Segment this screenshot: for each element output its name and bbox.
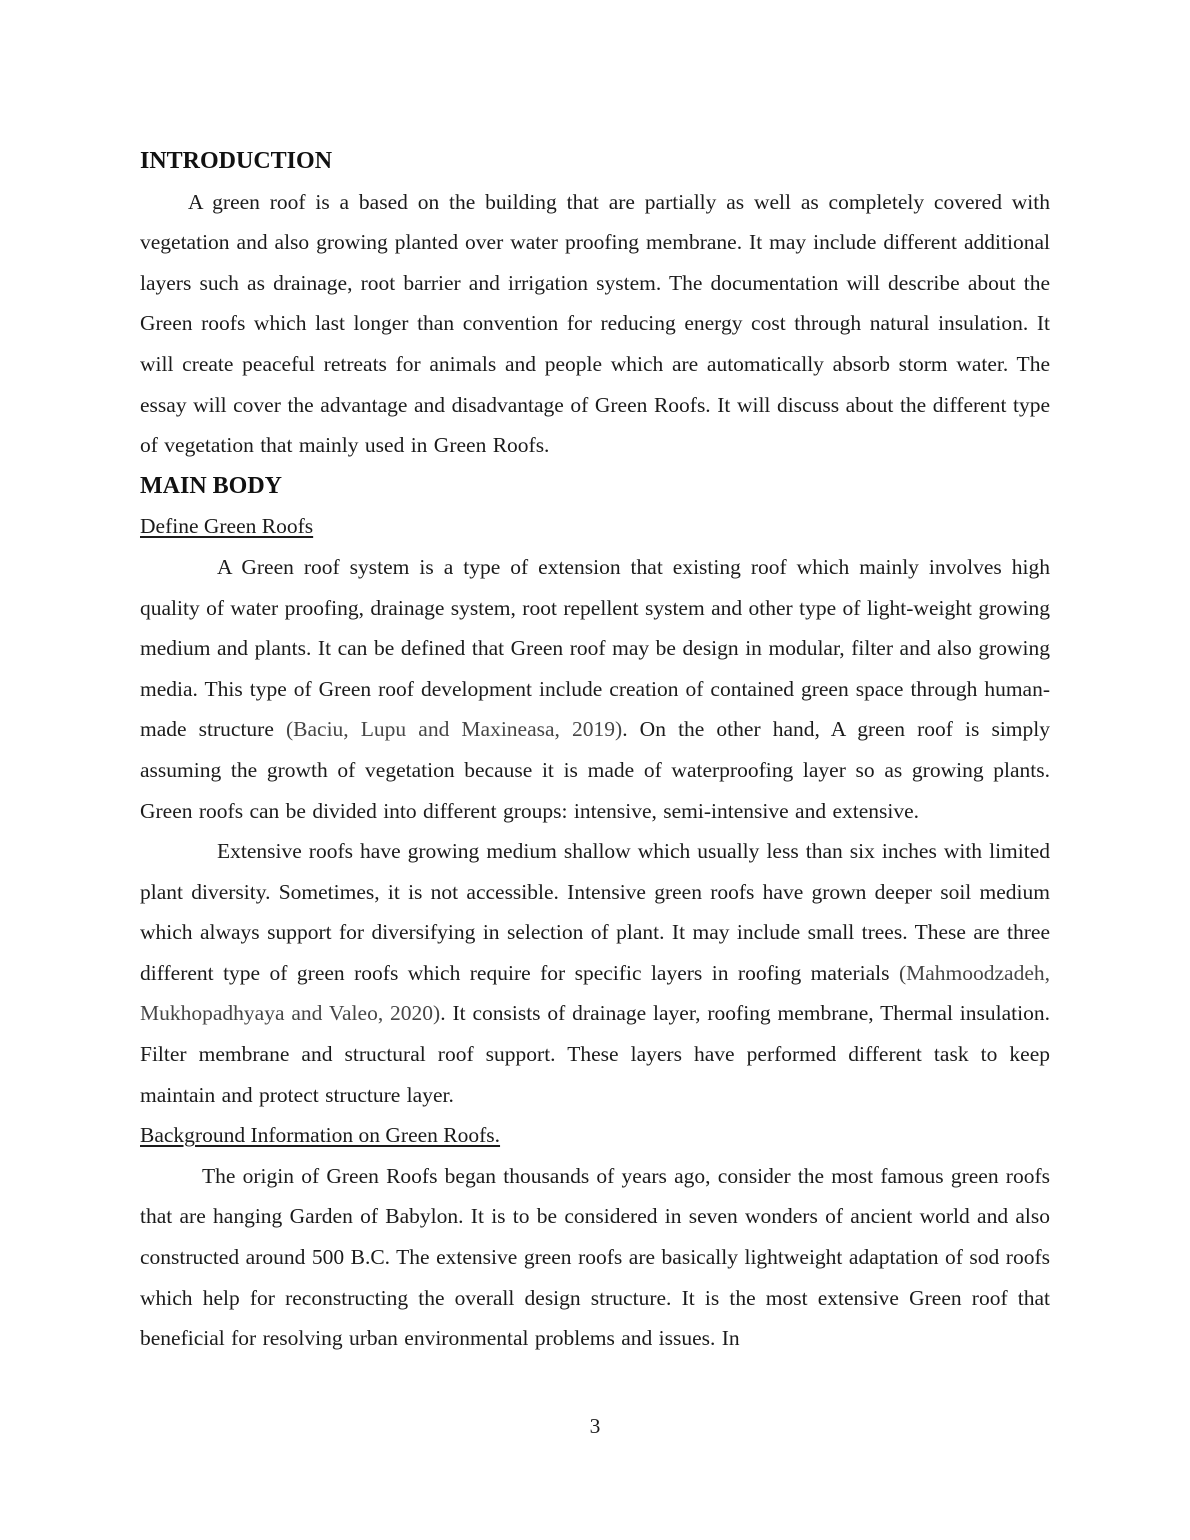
paragraph-text: A Green roof system is a type of extension that existing roof which mainly involves high quality of water proofing, drainage system, root repellent system and other type of light-weight growing medium and plants. It can be defined that Green roof may be design in modular, filter and also growing media. This type of Green roof development include creation of contained green space through human-made structure xyxy=(140,554,1050,742)
paragraph-extensive-roofs xyxy=(140,831,1050,1115)
heading-main-body: MAIN BODY xyxy=(140,472,282,499)
citation-mahmoodzadeh-mukhopadhyaya-valeo-2020: (Mahmoodzadeh, Mukhopadhyaya and Valeo, 2020) xyxy=(140,960,1050,1026)
subheading-define-green-roofs: Define Green Roofs xyxy=(140,514,314,539)
heading-introduction: INTRODUCTION xyxy=(140,148,333,174)
subheading-background-information: Background Information on Green Roofs. xyxy=(140,1123,501,1148)
paragraph-introduction xyxy=(140,182,1050,466)
paragraph-text: . On the other hand, A green roof is simply assuming the growth of vegetation because it is made of waterproofing layer so as growing plants. Green roofs can be divided into different groups: intensive, semi-intensive and extensive. xyxy=(140,717,1051,823)
citation-baciu-lupu-maxineasa-2019: (Baciu, Lupu and Maxineasa, 2019) xyxy=(286,717,623,742)
paragraph-text: A green roof is a based on the building that are partially as well as completely covered with vegetation and also growing planted over water proofing membrane. It may include different additional layers such as drainage, root barrier and irrigation system. The documentation will describe about the Green roofs which last longer than convention for reducing energy cost through natural insulation. It will create peaceful retreats for animals and people which are automatically absorb storm water. The essay will cover the advantage and disadvantage of Green Roofs. It will discuss about the different type of vegetation that mainly used in Green Roofs. xyxy=(140,189,1050,458)
paragraph-text: . It consists of drainage layer, roofing membrane, Thermal insulation. Filter membrane and structural roof support. These layers have performed different task to keep maintain and protect structure layer. xyxy=(140,1001,1050,1107)
paragraph-define-green-roofs xyxy=(140,547,1050,831)
paragraph-background-information xyxy=(140,1156,1050,1359)
paragraph-text: Extensive roofs have growing medium shallow which usually less than six inches with limited plant diversity. Sometimes, it is not accessible. Intensive green roofs have grown deeper soil medium which always support for diversifying in selection of plant. It may include small trees. These are three different type of green roofs which require for specific layers in roofing materials xyxy=(140,839,1050,985)
paragraph-text: The origin of Green Roofs began thousands of years ago, consider the most famous green roofs that are hanging Garden of Babylon. It is to be considered in seven wonders of ancient world and also constructed around 500 B.C. The extensive green roofs are basically lightweight adaptation of sod roofs which help for reconstructing the overall design structure. It is the most extensive Green roof that beneficial for resolving urban environmental problems and issues. In xyxy=(140,1163,1050,1351)
page-number: 3 xyxy=(589,1414,601,1438)
